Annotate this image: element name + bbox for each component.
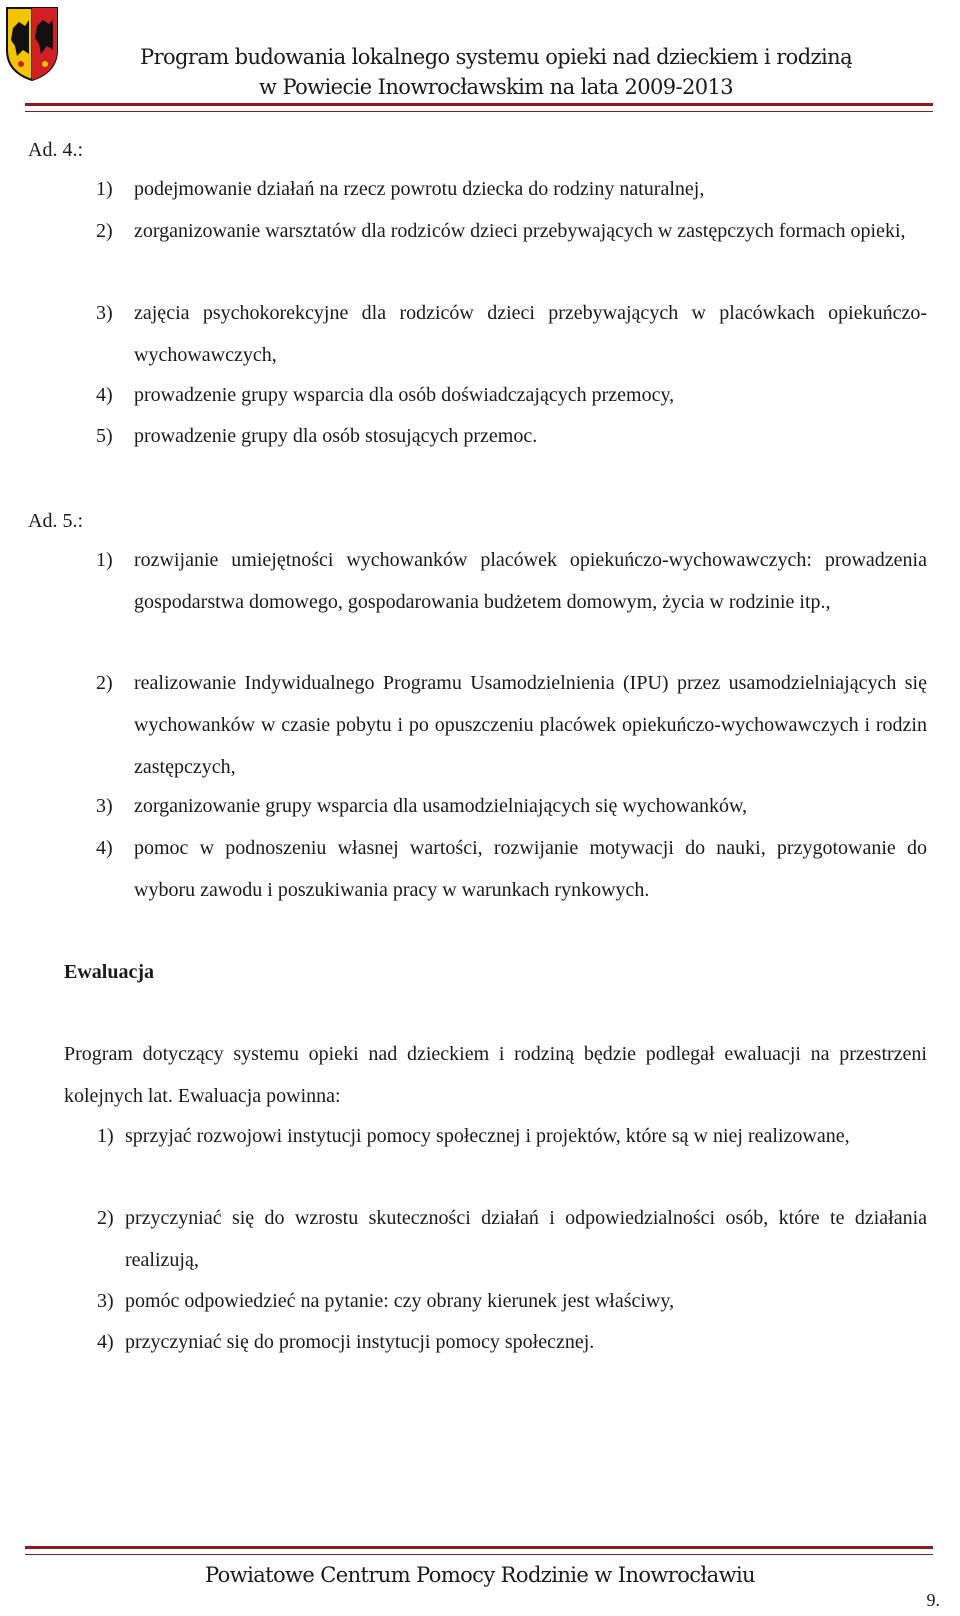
evaluation-intro: Program dotyczący systemu opieki nad dzieckiem i rodziną będzie podlegał ewaluacji na przestrzeni kolejnych lat. Ewaluacja powinna: [64,1043,927,1107]
evaluation-item-4 [97,1321,927,1363]
list-item-text: przyczyniać się do wzrostu skuteczności działań i odpowiedzialności osób, które te działania realizują, [125,1207,927,1271]
footer-divider [25,1546,933,1555]
list-item-text: realizowanie Indywidualnego Programu Usamodzielnienia (IPU) przez usamodzielniających się wychowanków w czasie pobytu i po opuszczeniu placówek opiekuńczo-wychowawczych i rodzin zastępczych, [134,672,927,778]
list-item-text: zajęcia psychokorekcyjne dla rodziców dzieci przebywających w placówkach opiekuńczo-wychowawczych, [134,302,927,366]
list-number: 2) [96,220,113,242]
ad5-heading: Ad. 5.: [28,510,83,532]
page-header [0,0,960,110]
page-number: 9. [926,1590,940,1610]
ad5-item-4 [96,827,927,911]
evaluation-item-2 [97,1197,927,1281]
list-number: 3) [96,302,113,324]
ad4-heading: Ad. 4.: [28,139,83,161]
header-divider [25,103,933,112]
list-number: 3) [96,795,113,817]
coat-of-arms-icon [5,6,59,82]
list-number: 5) [96,425,113,447]
list-number: 3) [97,1290,114,1312]
list-number: 4) [96,384,113,406]
list-item-text: zorganizowanie grupy wsparcia dla usamodzielniających się wychowanków, [134,795,748,817]
list-item-text: zorganizowanie warsztatów dla rodziców dzieci przebywających w zastępczych formach opieki, [134,220,906,242]
list-item-text: pomoc w podnoszeniu własnej wartości, rozwijanie motywacji do nauki, przygotowanie do wyboru zawodu i poszukiwania pracy w warunkach rynkowych. [134,837,927,901]
ad4-item-4 [96,374,927,416]
evaluation-item-1 [97,1115,927,1157]
header-title-line1: Program budowania lokalnego systemu opieki nad dzieckiem i rodziną [140,45,852,69]
list-number: 2) [96,672,113,694]
list-number: 1) [97,1125,114,1147]
evaluation-item-3 [97,1280,927,1322]
header-title [140,42,852,102]
list-number: 4) [96,837,113,859]
list-number: 1) [96,549,113,571]
ad4-item-2 [96,210,927,252]
footer-text: Powiatowe Centrum Pomocy Rodzinie w Inowrocławiu [205,1563,755,1587]
list-number: 1) [96,178,113,200]
list-item-text: rozwijanie umiejętności wychowanków placówek opiekuńczo-wychowawczych: prowadzenia gospodarstwa domowego, gospodarowania budżetem domowym, życia w rodzinie itp., [134,549,927,613]
list-item-text: prowadzenie grupy dla osób stosujących przemoc. [134,425,538,447]
list-item-text: podejmowanie działań na rzecz powrotu dziecka do rodziny naturalnej, [134,178,705,200]
list-item-text: prowadzenie grupy wsparcia dla osób doświadczających przemocy, [134,384,675,406]
list-number: 2) [97,1207,114,1229]
list-item-text: sprzyjać rozwojowi instytucji pomocy społecznej i projektów, które są w niej realizowane, [125,1125,850,1147]
ad4-item-3 [96,292,927,376]
header-title-line2: w Powiecie Inowrocławskim na lata 2009-2013 [259,75,734,99]
list-item-text: przyczyniać się do promocji instytucji pomocy społecznej. [125,1331,595,1353]
list-item-text: pomóc odpowiedzieć na pytanie: czy obrany kierunek jest właściwy, [125,1290,675,1312]
ad4-item-1 [96,168,927,210]
ad5-item-2 [96,662,927,788]
ad4-item-5 [96,415,927,457]
ad5-item-3 [96,785,927,827]
ad5-item-1 [96,539,927,623]
evaluation-title: Ewaluacja [64,961,154,983]
list-number: 4) [97,1331,114,1353]
